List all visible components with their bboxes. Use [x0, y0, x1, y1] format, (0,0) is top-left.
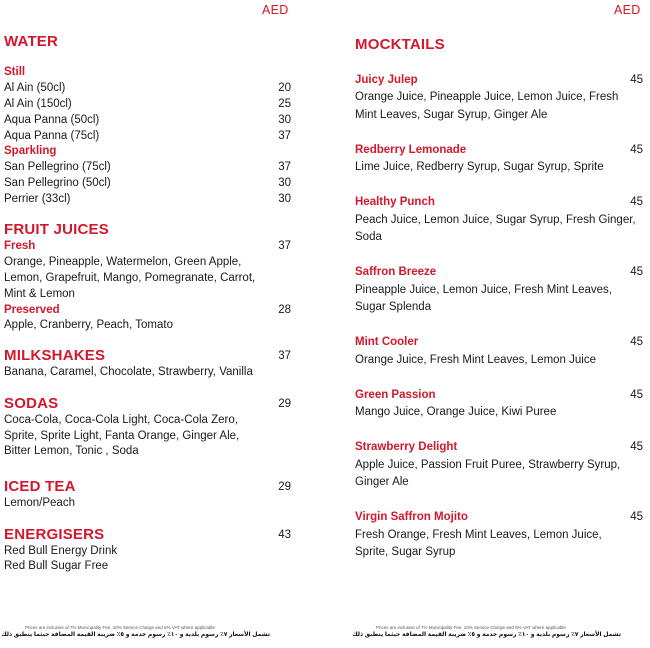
subsection-preserved: Preserved — [4, 304, 60, 316]
menu-item-name: San Pellegrino (75cl) — [4, 161, 111, 173]
menu-item-price: 45 — [630, 336, 643, 348]
item-description: Apple Juice, Passion Fruit Puree, Strawberry Syrup, — [355, 459, 621, 471]
menu-item-price: 30 — [278, 114, 291, 126]
item-description: Mango Juice, Orange Juice, Kiwi Puree — [355, 406, 557, 418]
menu-item-price: 37 — [278, 130, 291, 142]
mocktail-name: Green Passion — [355, 389, 436, 401]
menu-item-price: 28 — [278, 304, 291, 316]
menu-item-name: San Pellegrino (50cl) — [4, 177, 111, 189]
item-description: Orange, Pineapple, Watermelon, Green Apple, — [4, 256, 242, 268]
menu-item-price: 29 — [278, 398, 291, 410]
item-description: Mint Leaves, Sugar Syrup, Ginger Ale — [355, 109, 548, 121]
item-description: Orange Juice, Pineapple Juice, Lemon Juice, Fresh — [355, 91, 619, 103]
menu-item-price: 45 — [630, 144, 643, 156]
menu-item-price: 43 — [278, 529, 291, 541]
menu-item-price: 37 — [278, 240, 291, 252]
item-description: Mint & Lemon — [4, 288, 75, 300]
item-description: Coca-Cola, Coca-Cola Light, Coca-Cola Zero, — [4, 414, 238, 426]
subsection-still: Still — [4, 66, 26, 78]
item-description: Fresh Orange, Fresh Mint Leaves, Lemon Juice, — [355, 529, 602, 541]
menu-item-name: Aqua Panna (50cl) — [4, 114, 100, 126]
section-title-fruit-juices: FRUIT JUICES — [4, 221, 109, 238]
mocktail-name: Strawberry Delight — [355, 441, 458, 453]
section-title-water: WATER — [4, 33, 59, 50]
tax-disclaimer-arabic: تشمل الأسعار ٧٪ رسوم بلدية و ١٠٪ رسوم خدمة و ٥٪ ضريبة القيمة المضافة حيثما ينطبق ذلك — [352, 632, 621, 638]
item-description: Banana, Caramel, Chocolate, Strawberry, Vanilla — [4, 366, 253, 378]
menu-item-price: 45 — [630, 74, 643, 86]
item-description: Lime Juice, Redberry Syrup, Sugar Syrup, Sprite — [355, 161, 604, 173]
menu-item-price: 20 — [278, 82, 291, 94]
item-description: Sprite, Sugar Syrup — [355, 546, 456, 558]
menu-page-right — [325, 0, 650, 648]
menu-item-price: 25 — [278, 98, 291, 110]
item-description: Soda — [355, 231, 382, 243]
mocktail-name: Saffron Breeze — [355, 266, 437, 278]
section-title-iced-tea: ICED TEA — [4, 478, 76, 495]
currency-label: AED — [262, 3, 289, 17]
menu-item-price: 45 — [630, 266, 643, 278]
menu-item-price: 37 — [278, 350, 291, 362]
mocktail-name: Mint Cooler — [355, 336, 419, 348]
menu-item-price: 45 — [630, 196, 643, 208]
item-description: Lemon/Peach — [4, 497, 75, 509]
mocktail-name: Healthy Punch — [355, 196, 435, 208]
section-title-milkshakes: MILKSHAKES — [4, 347, 106, 364]
menu-item-price: 45 — [630, 441, 643, 453]
menu-item-price: 45 — [630, 511, 643, 523]
menu-item-price: 37 — [278, 161, 291, 173]
item-description: Bitter Lemon, Tonic , Soda — [4, 445, 139, 457]
menu-item-name: Al Ain (150cl) — [4, 98, 72, 110]
menu-item-price: 30 — [278, 193, 291, 205]
item-description: Sugar Splenda — [355, 301, 432, 313]
subsection-fresh: Fresh — [4, 240, 36, 252]
item-description: Red Bull Energy Drink — [4, 545, 118, 557]
section-title-energisers: ENERGISERS — [4, 526, 105, 543]
section-title-mocktails: MOCKTAILS — [355, 36, 445, 53]
item-description: Red Bull Sugar Free — [4, 560, 109, 572]
tax-disclaimer-arabic: تشمل الأسعار ٧٪ رسوم بلدية و ١٠٪ رسوم خدمة و ٥٪ ضريبة القيمة المضافة حيثما ينطبق ذلك — [1, 632, 270, 638]
mocktail-name: Juicy Julep — [355, 74, 418, 86]
subsection-sparkling: Sparkling — [4, 145, 57, 157]
section-title-sodas: SODAS — [4, 395, 59, 412]
item-description: Pineapple Juice, Lemon Juice, Fresh Mint Leaves, — [355, 284, 612, 296]
item-description: Orange Juice, Fresh Mint Leaves, Lemon Juice — [355, 354, 596, 366]
mocktail-name: Virgin Saffron Mojito — [355, 511, 468, 523]
mocktail-name: Redberry Lemonade — [355, 144, 467, 156]
tax-disclaimer-english: Prices are inclusive of 7% Municipality Fee, 10% Service Charge and 5% VAT where applicable — [376, 625, 566, 630]
menu-item-price: 30 — [278, 177, 291, 189]
menu-item-name: Aqua Panna (75cl) — [4, 130, 100, 142]
item-description: Ginger Ale — [355, 476, 409, 488]
menu-item-price: 29 — [278, 481, 291, 493]
menu-item-name: Al Ain (50cl) — [4, 82, 66, 94]
item-description: Lemon, Grapefruit, Mango, Pomegranate, Carrot, — [4, 272, 256, 284]
tax-disclaimer-english: Prices are inclusive of 7% Municipality Fee, 10% Service Charge and 5% VAT where applicable — [25, 625, 215, 630]
item-description: Sprite, Sprite Light, Fanta Orange, Ginger Ale, — [4, 430, 240, 442]
menu-item-price: 45 — [630, 389, 643, 401]
menu-item-name: Perrier (33cl) — [4, 193, 71, 205]
currency-label: AED — [614, 3, 641, 17]
item-description: Peach Juice, Lemon Juice, Sugar Syrup, Fresh Ginger, — [355, 214, 636, 226]
item-description: Apple, Cranberry, Peach, Tomato — [4, 319, 173, 331]
